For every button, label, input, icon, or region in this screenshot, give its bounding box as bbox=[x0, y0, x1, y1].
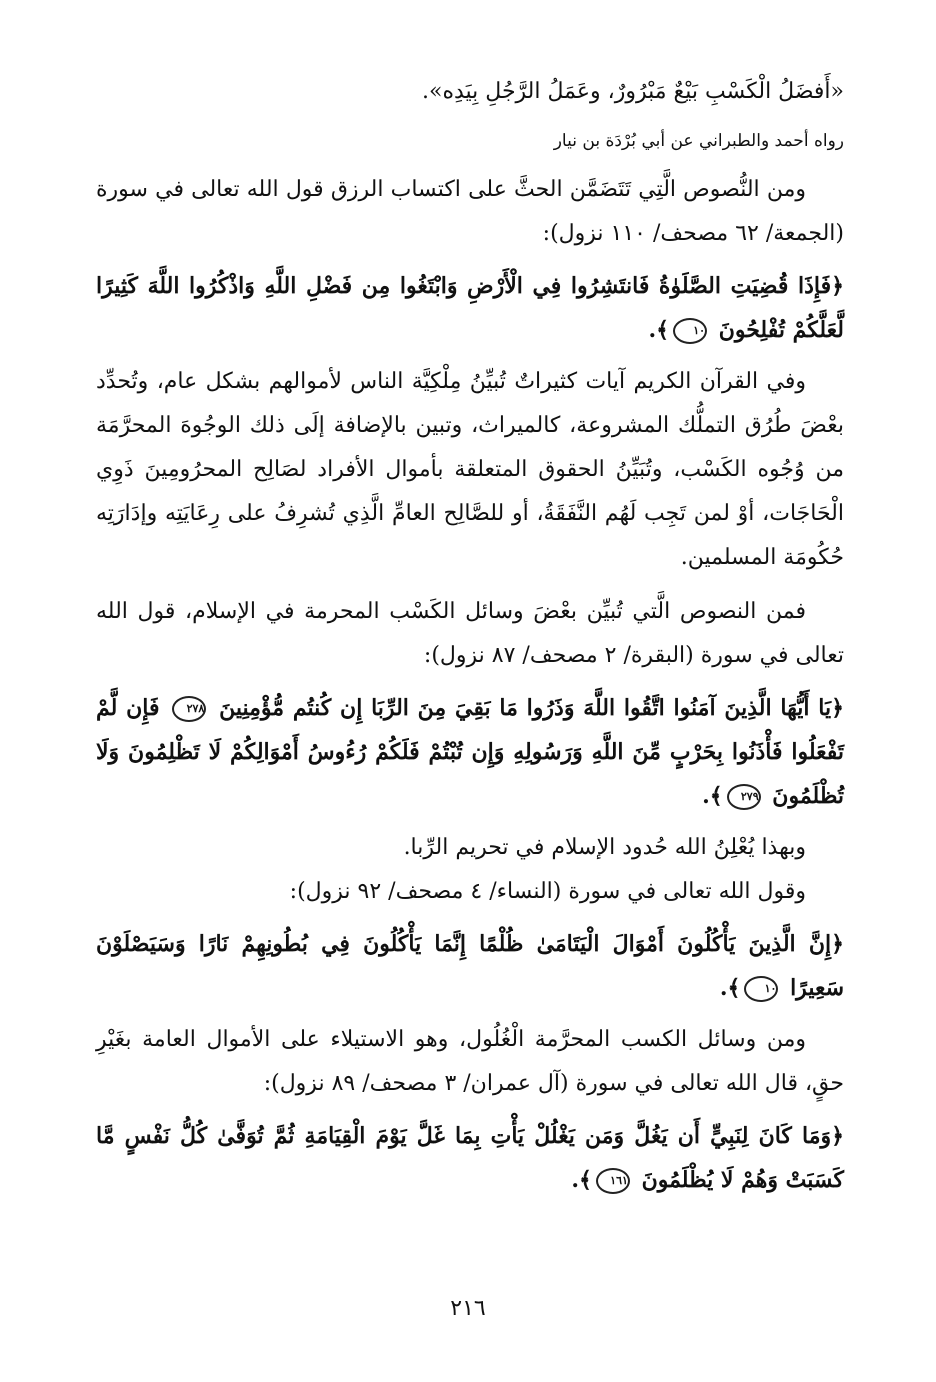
verse-close: ﴾. bbox=[648, 317, 670, 343]
quran-verse-3 bbox=[96, 922, 844, 1010]
paragraph-1: ومن النُّصوص الَّتِي تَتَضَمَّن الحثَّ على اكتساب الرزق قول الله تعالى في سورة (الجمعة/ ٦٢ مصحف/ ١١٠ نزول): bbox=[96, 177, 844, 246]
verse-text: ﴿وَمَا كَانَ لِنَبِيٍّ أَن يَغُلَّ وَمَن يَغْلُلْ يَأْتِ بِمَا غَلَّ يَوْمَ الْقِيَامَةِ ثُمَّ تُوَفَّىٰ كُلُّ نَفْسٍ مَّا كَسَبَتْ وَهُمْ لَا يُظْلَمُونَ bbox=[96, 1123, 844, 1193]
quran-verse-4 bbox=[96, 1114, 844, 1202]
verse-text: ﴿يَا أَيُّهَا الَّذِينَ آمَنُوا اتَّقُوا اللَّهَ وَذَرُوا مَا بَقِيَ مِنَ الرِّبَا إِن كُنتُم مُّؤْمِنِينَ bbox=[219, 695, 844, 721]
paragraph-5: وقول الله تعالى في سورة (النساء/ ٤ مصحف/ ٩٢ نزول): bbox=[289, 879, 806, 904]
hadith-text: «أَفضَلُ الْكَسْبِ بَيْعٌ مَبْرُورٌ، وعَمَلُ الرَّجُلِ بِيَدِه». bbox=[422, 79, 844, 104]
ayah-number-marker: ٢٧٩ bbox=[727, 784, 761, 810]
ayah-number-marker: ١٦١ bbox=[596, 1168, 630, 1194]
verse-text: ﴿إِنَّ الَّذِينَ يَأْكُلُونَ أَمْوَالَ الْيَتَامَىٰ ظُلْمًا إِنَّمَا يَأْكُلُونَ فِي بُطُونِهِمْ نَارًا وَسَيَصْلَوْنَ سَعِيرًا bbox=[96, 931, 844, 1001]
paragraph-2: وفي القرآن الكريم آيات كثيراتٌ تُبيِّنُ مِلْكِيَّة الناس لأموالهم بشكل عام، وتُحدِّد بعْضَ طُرُق التملُّك المشروعة، كالميراث، وتبين بالإضافة إلَى ذلك الوجُوهَ المحرَّمَة من وُجُوه الكَسْب، وتُبَيِّنُ الحقوق المتعلقة بأموال الأفراد لصَالِح المحرُومِينَ ذَوِي الْحَاجَات، أوْ لمن تَجِب لَهُم النَّفَقَةُ، أو للصَّالِح العامِّ الَّذِي تُشرِفُ على رِعَايَتِه وإدَارَتِه حُكُومَة المسلمين. bbox=[96, 369, 844, 570]
verse-close: ﴾. bbox=[702, 783, 723, 809]
quran-verse-2 bbox=[96, 686, 844, 818]
verse-text: ﴿فَإِذَا قُضِيَتِ الصَّلَوٰةُ فَانتَشِرُوا فِي الْأَرْضِ وَابْتَغُوا مِن فَضْلِ اللَّهِ وَاذْكُرُوا اللَّهَ كَثِيرًا لَّعَلَّكُمْ تُفْلِحُونَ bbox=[96, 273, 844, 343]
paragraph-4: وبهذا يُعْلِنُ الله حُدود الإسلام في تحريم الرِّبا. bbox=[403, 835, 806, 860]
verse-close: ﴾. bbox=[719, 975, 741, 1001]
ayah-number-marker: ٢٧٨ bbox=[172, 696, 206, 722]
verse-close: ﴾. bbox=[571, 1167, 592, 1193]
quran-verse-1 bbox=[96, 264, 844, 352]
book-page bbox=[96, 70, 844, 1210]
paragraph-3: فمن النصوص الَّتي تُبيِّن بعْضَ وسائل الكَسْب المحرمة في الإسلام، قول الله تعالى في سورة (البقرة/ ٢ مصحف/ ٨٧ نزول): bbox=[96, 599, 844, 668]
verse-text-2: فَإِن لَّمْ تَفْعَلُوا فَأْذَنُوا بِحَرْبٍ مِّنَ اللَّهِ وَرَسُولِهِ وَإِن تُبْتُمْ فَلَكُمْ رُءُوسُ أَمْوَالِكُمْ لَا تَظْلِمُونَ وَلَا تُظْلَمُونَ bbox=[96, 695, 844, 809]
page-number: ٢١٦ bbox=[450, 1296, 486, 1321]
ayah-number-marker: ١٠ bbox=[744, 976, 778, 1002]
ayah-number-marker: ١٠ bbox=[673, 318, 707, 344]
paragraph-6: ومن وسائل الكسب المحرَّمة الْغُلُول، وهو الاستيلاء على الأموال العامة بغَيْرِ حقٍ، قال الله تعالى في سورة (آل عمران/ ٣ مصحف/ ٨٩ نزول): bbox=[96, 1027, 844, 1096]
hadith-source: رواه أحمد والطبراني عن أبي بُرْدَة بن نيار bbox=[553, 131, 844, 151]
